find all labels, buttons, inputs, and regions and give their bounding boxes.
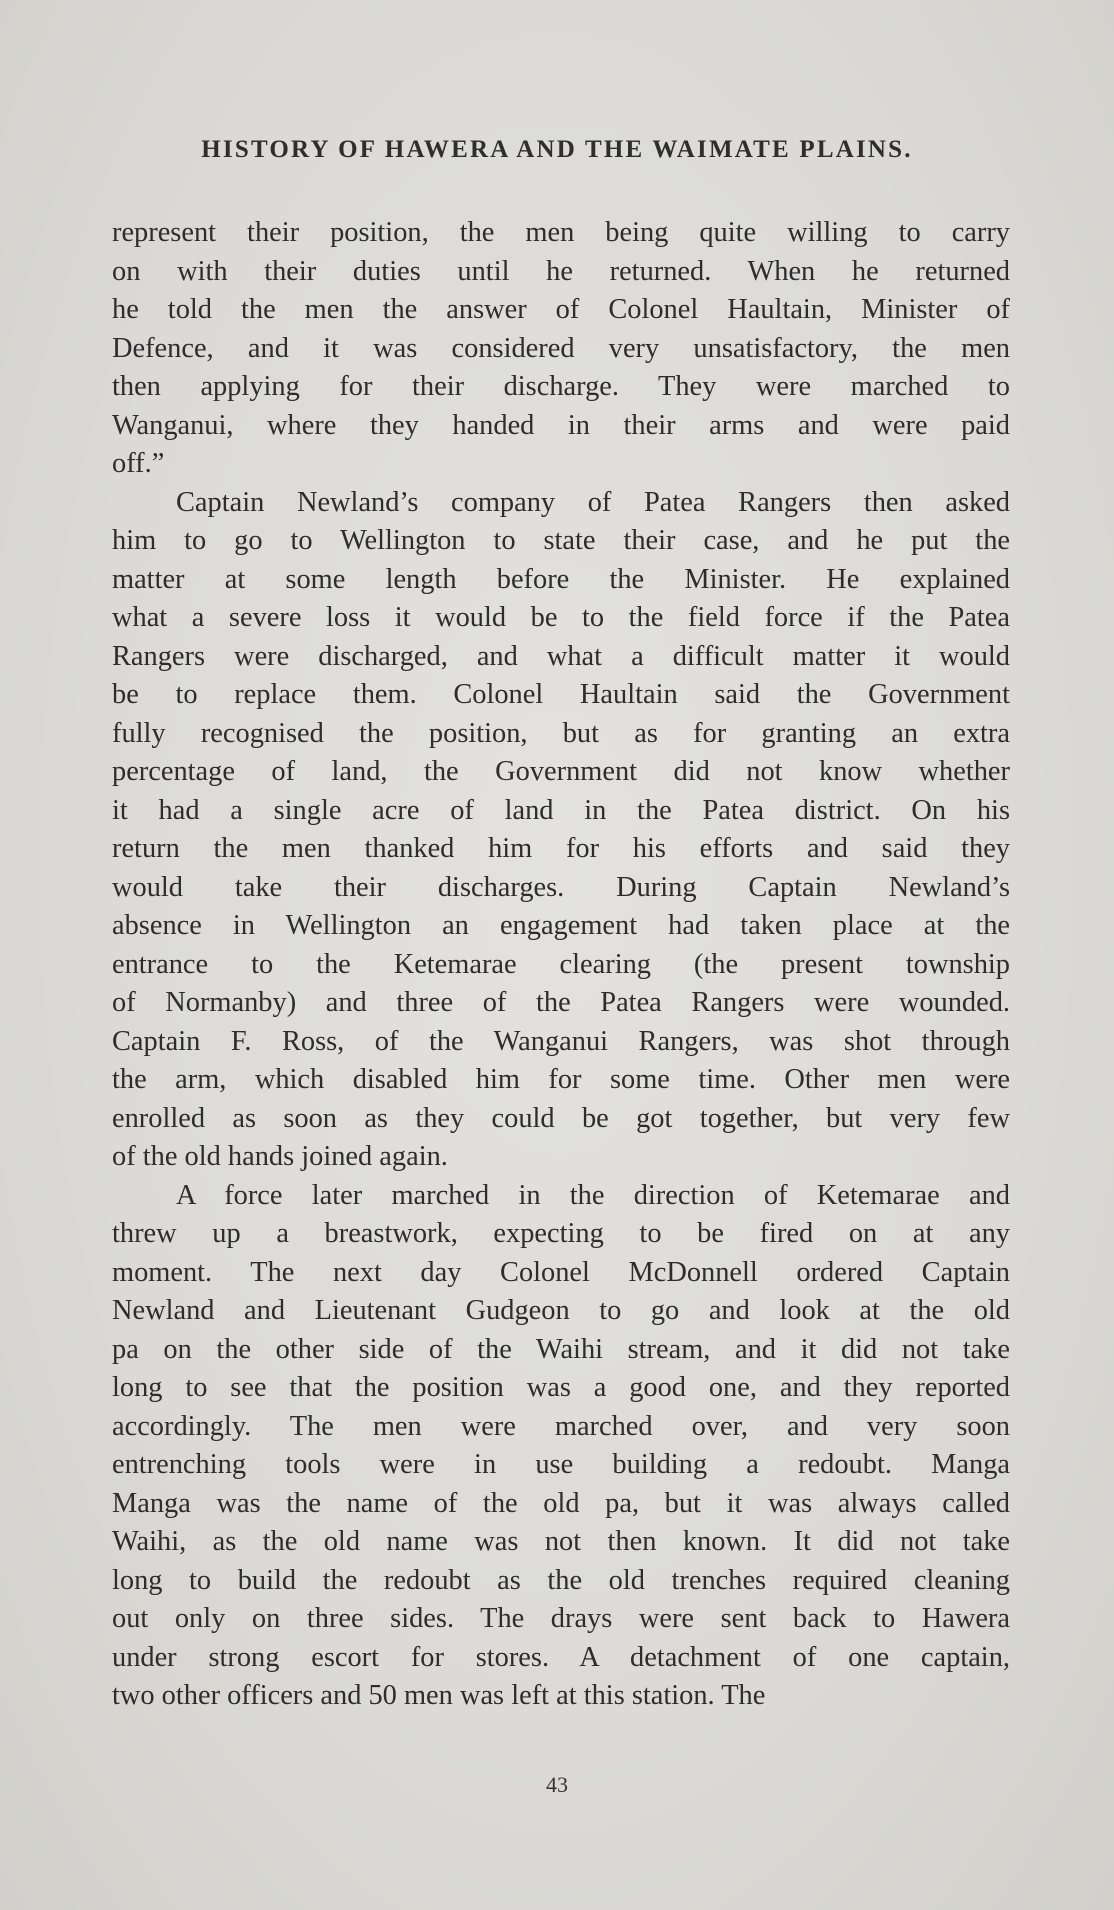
text-line: enrolled as soon as they could be got together, but very few [112,1102,1010,1134]
text-line: long to see that the position was a good one, and they reported [112,1372,1010,1403]
text-line: absence in Wellington an engagement had taken place at the [112,910,1010,941]
running-head: HISTORY OF HAWERA AND THE WAIMATE PLAINS. [201,136,913,163]
paragraph [112,1177,1010,1716]
text-line: fully recognised the position, but as for granting an extra [112,717,1010,749]
text-line: pa on the other side of the Waihi stream, and it did not take [112,1333,1010,1365]
text-line: entrenching tools were in use building a redoubt. Manga [112,1449,1010,1480]
body-text [112,214,1010,1716]
text-line: Captain F. Ross, of the Wanganui Rangers, was shot through [112,1025,1010,1057]
text-line: of the old hands joined again. [112,1141,448,1172]
text-line: him to go to Wellington to state their case, and he put the [112,525,1010,556]
text-line: A force later marched in the direction of Ketemarae and [176,1179,1010,1211]
text-line: out only on three sides. The drays were sent back to Hawera [112,1603,1010,1634]
text-line: accordingly. The men were marched over, and very soon [112,1410,1010,1442]
text-line: Manga was the name of the old pa, but it was always called [112,1487,1010,1519]
text-line: on with their duties until he returned. When he returned [112,255,1010,287]
text-line: percentage of land, the Government did not know whether [112,756,1010,787]
text-line: moment. The next day Colonel McDonnell ordered Captain [112,1256,1010,1288]
text-line: then applying for their discharge. They were marched to [112,371,1010,402]
text-line: off.” [112,448,165,479]
text-line: what a severe loss it would be to the field force if the Patea [112,602,1010,633]
text-line: the arm, which disabled him for some time. Other men were [112,1064,1010,1095]
text-line: be to replace them. Colonel Haultain said the Government [112,679,1010,710]
text-line: two other officers and 50 men was left at this station. The [112,1680,766,1711]
text-line: would take their discharges. During Captain Newland’s [112,871,1010,903]
text-line: Defence, and it was considered very unsatisfactory, the men [112,332,1010,364]
text-line: it had a single acre of land in the Patea district. On his [112,794,1010,826]
text-line: Newland and Lieutenant Gudgeon to go and look at the old [112,1295,1010,1326]
paragraph [112,484,1010,1177]
text-line: Waihi, as the old name was not then known. It did not take [112,1526,1010,1557]
text-line: Wanganui, where they handed in their arms and were paid [112,409,1010,441]
text-line: Captain Newland’s company of Patea Rangers then asked [176,486,1010,518]
text-line: he told the men the answer of Colonel Haultain, Minister of [112,294,1010,325]
text-line: long to build the redoubt as the old trenches required cleaning [112,1564,1010,1596]
text-line: matter at some length before the Minister. He explained [112,563,1010,595]
text-line: entrance to the Ketemarae clearing (the present township [112,948,1010,980]
page-number: 43 [546,1772,568,1797]
text-line: under strong escort for stores. A detachment of one captain, [112,1641,1010,1673]
text-line: threw up a breastwork, expecting to be fired on at any [112,1218,1010,1249]
paragraph [112,214,1010,484]
text-line: represent their position, the men being quite willing to carry [112,217,1010,248]
text-line: Rangers were discharged, and what a difficult matter it would [112,640,1010,672]
text-line: return the men thanked him for his efforts and said they [112,833,1010,864]
text-line: of Normanby) and three of the Patea Rangers were wounded. [112,987,1010,1018]
